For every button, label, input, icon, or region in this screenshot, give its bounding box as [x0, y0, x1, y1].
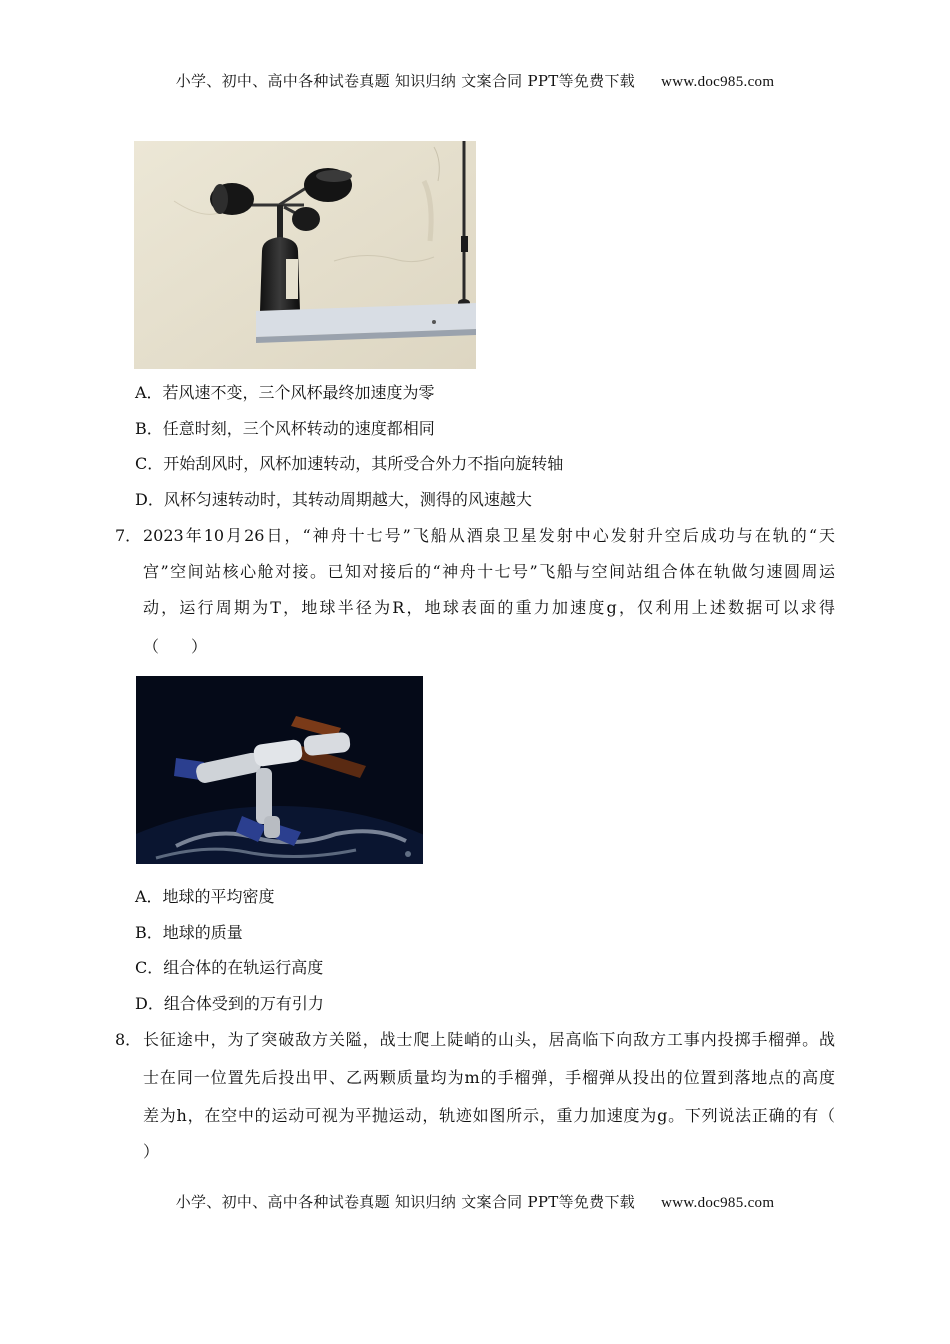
q6-option-c: C．开始刮风时，风杯加速转动，其所受合外力不指向旋转轴	[135, 454, 564, 473]
header-site: www.doc985.com	[661, 74, 775, 90]
space-station-photo	[136, 676, 423, 864]
footer-text: 小学、初中、高中各种试卷真题 知识归纳 文案合同 PPT等免费下载	[175, 1193, 636, 1211]
q6-option-d: D．风杯匀速转动时，其转动周期越大，测得的风速越大	[135, 490, 532, 509]
q8-number: 8．	[115, 1030, 142, 1049]
q7-line-4: （ ）	[143, 637, 208, 656]
anemometer-illustration	[134, 141, 476, 369]
q7-line-3: 动，运行周期为T，地球半径为R，地球表面的重力加速度g，仅利用上述数据可以求得	[143, 598, 835, 617]
anemometer-photo	[134, 141, 476, 369]
q8-line-4: ）	[143, 1142, 160, 1161]
q7-option-b: B．地球的质量	[135, 923, 243, 942]
q6-option-b: B．任意时刻，三个风杯转动的速度都相同	[135, 419, 435, 438]
footer-site: www.doc985.com	[661, 1195, 775, 1211]
q7-option-d: D．组合体受到的万有引力	[135, 994, 324, 1013]
space-station-illustration	[136, 676, 423, 864]
q6-option-a: A．若风速不变，三个风杯最终加速度为零	[135, 383, 435, 402]
q7-number: 7．	[115, 526, 142, 545]
q7-option-c: C．组合体的在轨运行高度	[135, 958, 324, 977]
q7-line-2: 宫”空间站核心舱对接。已知对接后的“神舟十七号”飞船与空间站组合体在轨做匀速圆周运	[143, 562, 835, 581]
q8-line-1: 长征途中，为了突破敌方关隘，战士爬上陡峭的山头，居高临下向敌方工事内投掷手榴弹。战	[143, 1030, 835, 1049]
q8-line-3: 差为h，在空中的运动可视为平抛运动，轨迹如图所示，重力加速度为g。下列说法正确的有（	[143, 1106, 835, 1125]
q7-line-1: 2023年10月26日，“神舟十七号”飞船从酒泉卫星发射中心发射升空后成功与在轨的“天	[143, 526, 835, 545]
page-header	[0, 70, 950, 91]
page-footer	[0, 1191, 950, 1212]
header-text: 小学、初中、高中各种试卷真题 知识归纳 文案合同 PPT等免费下载	[175, 72, 636, 90]
q8-line-2: 士在同一位置先后投出甲、乙两颗质量均为m的手榴弹，手榴弹从投出的位置到落地点的高度	[143, 1068, 835, 1087]
q7-option-a: A．地球的平均密度	[135, 887, 275, 906]
